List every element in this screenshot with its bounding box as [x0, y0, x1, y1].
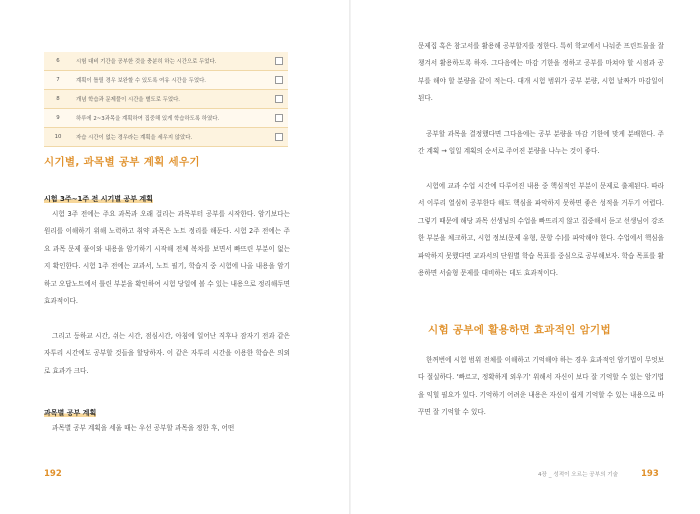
- paragraph-class-focus: 시험에 교과 수업 시간에 다루어진 내용 중 핵심적인 부분이 문제로 출제된다. 따라서 이루리 열심히 공부한다 해도 핵심을 파악하지 못하면 좋은 성적을 거두기 어렵다. 그렇기 때문에 해당 과목 선생님의 수업을 빠뜨리지 않고 집중해서 듣고 선생님이 강조한 부분을 체크하고, 시험 정보(문제 유형, 문항 수)를 파악해야 한다. 수업에서 핵심을 파악하지 못했다면 교과서의 단원별 학습 목표를 중심으로 공부해보자. 학습 목표를 활용하면 서술형 문제를 대비하는 데도 효과적이다.: [418, 182, 664, 278]
- checklist-checkbox-cell: [270, 90, 288, 109]
- checkbox[interactable]: [275, 133, 283, 141]
- checklist-row: [44, 90, 288, 109]
- checkbox[interactable]: [275, 76, 283, 84]
- checklist-text: 계획이 틀릴 경우 보완할 수 있도록 여유 시간을 두었다.: [72, 71, 270, 90]
- checklist-checkbox-cell: [270, 52, 288, 71]
- paragraph-period-plan: 시험 3주 전에는 주요 과목과 오래 걸리는 과목부터 공부를 시작한다. 암기보다는 원리를 이해하기 위해 노력하고 취약 과목은 노트 정리를 해둔다. 시험 2주 전에는 주요 과목 문제 풀이와 내용을 암기하기 시작해 전체 복차를 보면서 빠뜨린 부분이 없는지 확인한다. 시험 1주 전에는 교과서, 노트 필기, 학습지 중 시험에 나올 내용을 암기하고 오답노트에서 틀린 부분을 확인하여 시험 당일에 볼 수 있는 내용으로 정리해두면 효과적이다.: [44, 210, 290, 306]
- checklist-number: 10: [44, 128, 72, 147]
- checklist-number: 9: [44, 109, 72, 128]
- page-number-left: 192: [44, 469, 62, 479]
- checkbox[interactable]: [275, 57, 283, 65]
- right-page: [350, 0, 700, 514]
- paragraph-distribution: 공부할 과목을 결정했다면 그다음에는 공부 분량을 마감 기한에 맞게 분배한다. 주간 계획 → 일일 계획의 순서로 주어진 분량을 나누는 것이 좋다.: [418, 130, 664, 156]
- paragraph-subject-plan: 과목별 공부 계획을 세울 때는 우선 공부할 과목을 정한 후, 어떤: [52, 424, 235, 432]
- section-heading-memorization: 시험 공부에 활용하면 효과적인 암기법: [428, 324, 611, 336]
- section-heading: 시기별, 과목별 공부 계획 세우기: [44, 156, 200, 168]
- checklist-row: [44, 52, 288, 71]
- checklist-checkbox-cell: [270, 109, 288, 128]
- checklist-number: 7: [44, 71, 72, 90]
- checklist-number: 6: [44, 52, 72, 71]
- checklist-text: 자습 시간이 없는 경우라는 계획을 세우지 않았다.: [72, 128, 270, 147]
- page-number-right: 193: [641, 469, 659, 479]
- running-footer: 4장 _ 성적이 오르는 공부의 기술: [538, 472, 619, 478]
- paragraph-spare-time: 그리고 등하교 시간, 쉬는 시간, 점심시간, 아침에 일어난 직후나 잠자기 전과 같은 자투리 시간에도 공부할 것들을 할당하자. 이 같은 자투리 시간을 이용한 학습은 의외로 효과가 크다.: [44, 332, 290, 375]
- checklist-row: [44, 128, 288, 147]
- checklist-row: [44, 71, 288, 90]
- subheading-subject-plan: 과목별 공부 계획: [44, 409, 97, 417]
- checklist-text: 개념 학습과 문제풀이 시간을 별도로 두었다.: [72, 90, 270, 109]
- checklist-checkbox-cell: [270, 71, 288, 90]
- paragraph-materials: 문제집 혹은 참고서를 활용해 공부할지를 정한다. 특히 학교에서 나눠준 프린트물을 잘 챙겨서 활용하도록 하자. 그다음에는 마감 기한을 정하고 공부를 마쳐야 할 시점과 공부를 해야 할 분량을 같이 적는다. 대개 시험 범위가 공부 분량, 시험 날짜가 마감일이 된다.: [418, 42, 664, 103]
- checkbox[interactable]: [275, 114, 283, 122]
- checklist-checkbox-cell: [270, 128, 288, 147]
- paragraph-memorization: 한꺼번에 시험 범위 전체를 이해하고 기억해야 하는 경우 효과적인 암기법이 무엇보다 절실하다. '빠르고, 정확하게 외우기' 위해서 자신이 보다 잘 기억할 수 있는 암기법을 익힐 필요가 있다. 기억하기 어려운 내용은 자신이 쉽게 기억할 수 있는 내용으로 바꾸면 잘 기억할 수 있다.: [418, 356, 664, 417]
- checklist-text: 시험 대비 기간을 공부한 것을 충분히 하는 시간으로 두었다.: [72, 52, 270, 71]
- checkbox[interactable]: [275, 95, 283, 103]
- checklist-row: [44, 109, 288, 128]
- subheading-period-plan: 시험 3주~1주 전 시기별 공부 계획: [44, 195, 153, 203]
- checklist-table: [44, 52, 288, 147]
- checklist-number: 8: [44, 90, 72, 109]
- checklist-text: 하루에 2~3과목을 계획하여 집중해 있게 학습하도록 하였다.: [72, 109, 270, 128]
